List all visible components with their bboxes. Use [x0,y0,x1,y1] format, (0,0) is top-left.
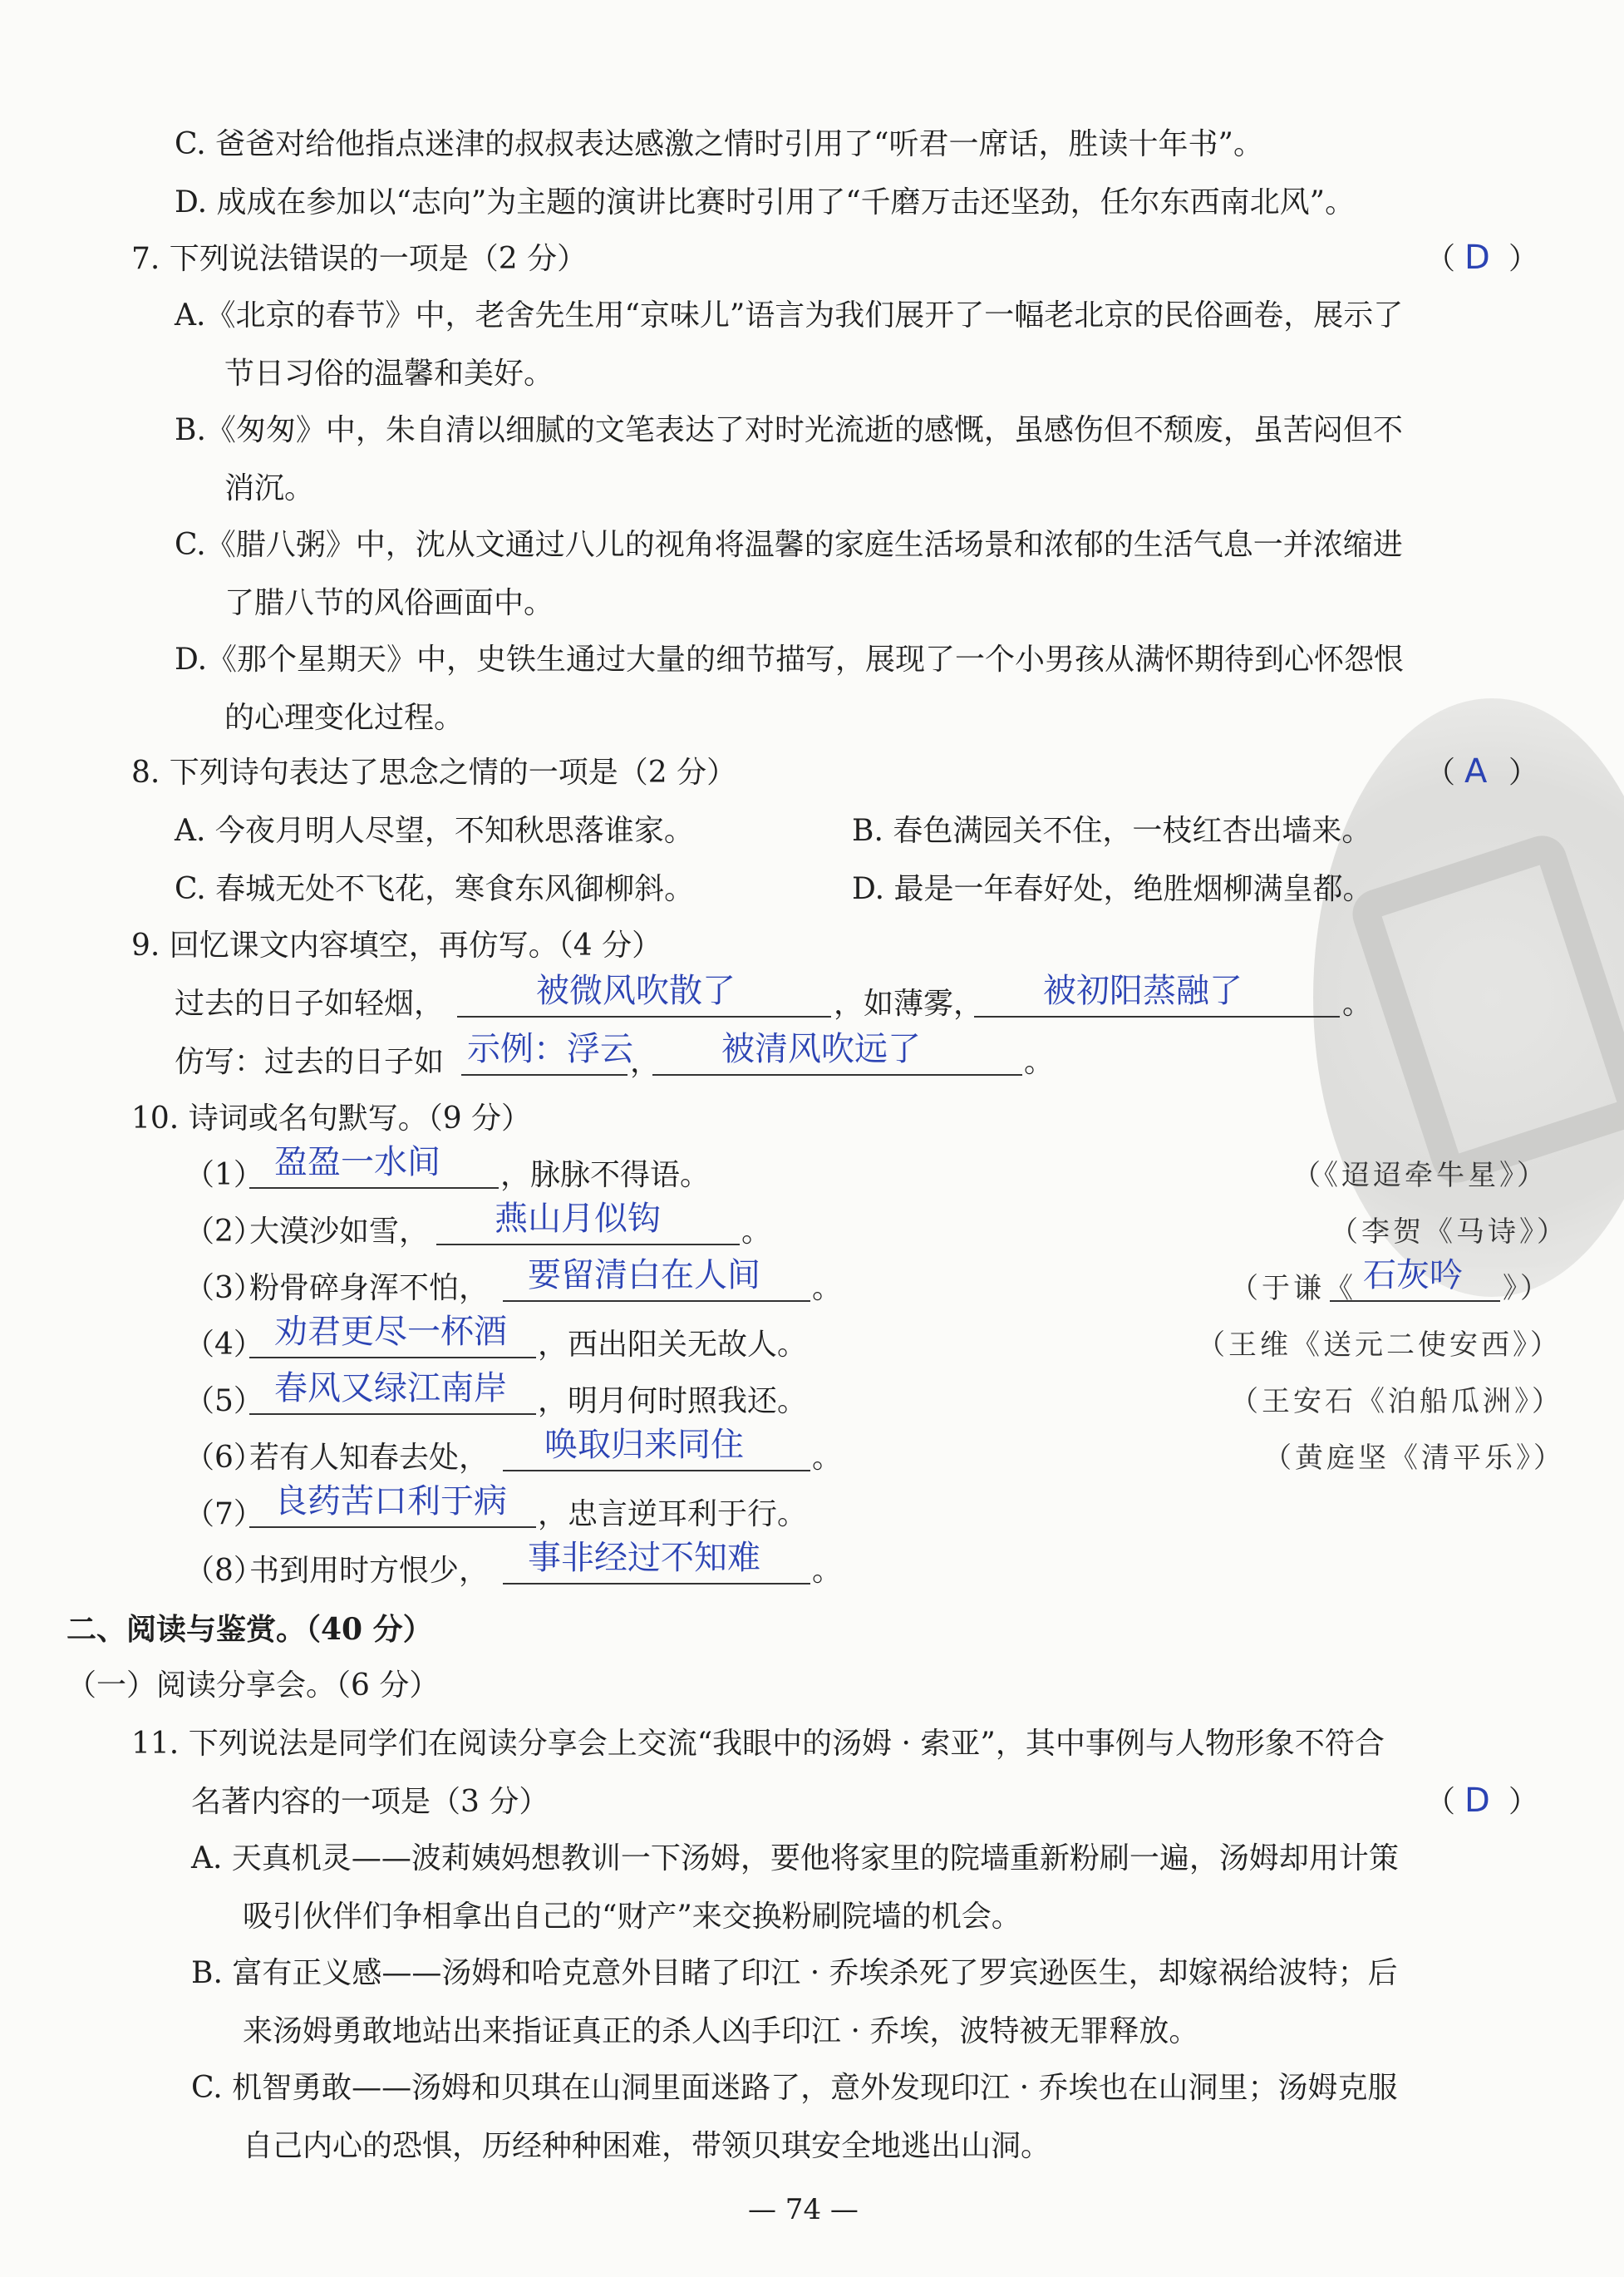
q7-option-b: B.《匆匆》中，朱自清以细腻的文笔表达了对时光流逝的感慨，虽感伤但不颓废，虽苦闷但不 [175,413,1403,447]
q10-item-3-source-blank [1330,1300,1500,1302]
q8-option-d: D. 最是一年春好处，绝胜烟柳满皇都。 [852,872,1373,906]
q8-option-a: A. 今夜月明人尽望，不知秋思落谁家。 [175,814,694,848]
q10-item-5-source: （王安石《泊船瓜洲》） [1230,1385,1563,1418]
q10-item-3-source-answer: 石灰吟 [1363,1256,1463,1294]
q10-item-2-text: 。 [741,1215,772,1249]
q9-line1-prefix: 过去的日子如轻烟， [175,987,445,1021]
q10-item-2-pre: 大漠沙如雪， [249,1215,430,1249]
q9-blank-3 [461,1074,627,1076]
q9-answer-1: 被微风吹散了 [536,972,736,1010]
q10-item-5-text: ，明月何时照我还。 [538,1384,808,1418]
q11-option-a-cont: 吸引伙伴们争相拿出自己的“财产”来交换粉刷院墙的机会。 [243,1900,1021,1934]
q7-option-b-cont: 消沉。 [224,471,315,505]
q11-stem: 11. 下列说法是同学们在阅读分享会上交流“我眼中的汤姆 · 索亚”，其中事例与人物形象不符合 [131,1727,1385,1761]
q10-item-3-num: （3） [185,1271,263,1305]
q10-item-3-source-post: 》） [1503,1272,1552,1305]
q10-item-3-source-pre: （于谦《 [1230,1272,1356,1305]
q9-blank-2 [974,1016,1340,1018]
q9-answer-2: 被初阳蒸融了 [1043,972,1243,1010]
q9-stem: 9. 回忆课文内容填空，再仿写。（4 分） [131,929,662,963]
q10-item-4-source: （王维《送元二使安西》） [1197,1328,1562,1362]
q10-item-6-blank [503,1470,810,1471]
q10-item-6-source: （黄庭坚《清平乐》） [1263,1442,1565,1475]
q10-item-2-blank [436,1244,740,1245]
q10-item-6-pre: 若有人知春去处， [249,1441,490,1475]
q10-item-8-blank [503,1583,810,1585]
q6-option-d: D. 成成在参加以“志向”为主题的演讲比赛时引用了“千磨万击还坚劲，任尔东西南北风”。 [175,185,1356,219]
q10-item-6-text: 。 [812,1441,843,1475]
q11-option-a: A. 天真机灵——波莉姨妈想教训一下汤姆，要他将家里的院墙重新粉刷一遍，汤姆却用计策 [191,1841,1399,1875]
q7-option-d: D.《那个星期天》中，史铁生通过大量的细节描写，展现了一个小男孩从满怀期待到心怀怨恨 [175,643,1405,677]
q10-item-3-answer: 要留清白在人间 [528,1256,760,1294]
q10-item-1-text: ，脉脉不得语。 [500,1158,711,1192]
q10-item-4-blank [249,1357,536,1358]
q10-item-1-source: （《迢迢牵牛星》） [1292,1159,1548,1192]
q11-option-c: C. 机智勇敢——汤姆和贝琪在山洞里面迷路了，意外发现印江 · 乔埃也在山洞里；汤姆克服 [191,2071,1398,2105]
q7-option-a-cont: 节日习俗的温馨和美好。 [224,357,554,391]
q10-item-8-text: 。 [812,1554,843,1588]
q10-item-4-num: （4） [185,1328,263,1362]
q9-line2-mid: ， [630,1045,661,1079]
q10-item-7-answer: 良药苦口利于病 [274,1482,507,1520]
q11-option-b-cont: 来汤姆勇敢地站出来指证真正的杀人凶手印江 · 乔埃，波特被无罪释放。 [243,2014,1199,2048]
q8-paren-close: ） [1508,756,1539,790]
q10-item-8-num: （8） [185,1554,263,1588]
q11-option-b: B. 富有正义感——汤姆和哈克意外目睹了印江 · 乔埃杀死了罗宾逊医生，却嫁祸给波特；后 [191,1956,1398,1990]
q10-item-4-answer: 劝君更尽一杯酒 [274,1313,507,1351]
q10-item-1-answer: 盈盈一水间 [274,1143,440,1181]
q8-paren-open: （ [1425,756,1456,790]
q11-answer: D [1464,1782,1490,1820]
q10-item-2-num: （2） [185,1215,263,1249]
q11-stem-cont: 名著内容的一项是（3 分） [191,1785,549,1819]
q11-option-c-cont: 自己内心的恐惧，历经种种困难，带领贝琪安全地逃出山洞。 [243,2129,1051,2163]
page-number: — 74 — [748,2193,859,2226]
q7-paren-close: ） [1508,242,1539,276]
q7-option-c-cont: 了腊八节的风俗画面中。 [224,586,554,620]
q8-option-c: C. 春城无处不飞花，寒食东风御柳斜。 [175,872,695,906]
q9-blank-1 [457,1016,831,1018]
q9-answer-4: 被清风吹远了 [721,1030,921,1068]
q8-answer: A [1464,752,1488,791]
section-2-subsection-1: （一）阅读分享会。（6 分） [66,1668,440,1703]
q10-item-5-num: （5） [185,1384,263,1418]
q10-item-8-answer: 事非经过不知难 [528,1539,760,1577]
q7-option-c: C.《腊八粥》中，沈从文通过八儿的视角将温馨的家庭生活场景和浓郁的生活气息一并浓缩进 [175,528,1403,562]
q11-paren-close: ） [1508,1785,1539,1819]
section-2-title: 二、阅读与鉴赏。（40 分） [66,1612,433,1647]
q10-item-1-num: （1） [185,1158,263,1192]
q9-line2-end: 。 [1024,1045,1055,1079]
q10-item-3-blank [503,1300,810,1302]
q10-item-7-text: ，忠言逆耳利于行。 [538,1497,808,1531]
q10-item-6-answer: 唤取归来同住 [544,1426,744,1464]
q10-item-6-num: （6） [185,1441,263,1475]
q7-option-a: A.《北京的春节》中，老舍先生用“京味儿”语言为我们展开了一幅老北京的民俗画卷，展示了 [175,298,1404,333]
q10-item-5-blank [249,1413,536,1415]
q9-blank-4 [652,1074,1022,1076]
q10-item-1-blank [249,1187,499,1189]
q7-answer: D [1464,239,1490,277]
q9-line1-mid: ，如薄雾， [834,987,984,1021]
q10-item-4-text: ，西出阳关无故人。 [538,1328,808,1362]
q6-option-c: C. 爸爸对给他指点迷津的叔叔表达感激之情时引用了“听君一席话，胜读十年书”。 [175,127,1263,161]
q10-stem: 10. 诗词或名句默写。（9 分） [131,1102,532,1136]
q9-answer-3: 示例：浮云 [467,1030,633,1068]
q8-stem: 8. 下列诗句表达了思念之情的一项是（2 分） [131,756,737,790]
q10-item-7-num: （7） [185,1497,263,1531]
q7-stem: 7. 下列说法错误的一项是（2 分） [131,242,588,276]
q7-paren-open: （ [1425,242,1456,276]
q9-line2-prefix: 仿写：过去的日子如 [175,1045,445,1079]
q10-item-3-pre: 粉骨碎身浑不怕， [249,1271,490,1305]
q11-paren-open: （ [1425,1785,1456,1819]
q10-item-2-source: （李贺《马诗》） [1330,1215,1568,1249]
q10-item-8-pre: 书到用时方恨少， [249,1554,490,1588]
q9-line1-end: 。 [1342,987,1373,1021]
q7-option-d-cont: 的心理变化过程。 [224,701,465,735]
q10-item-3-text: 。 [812,1271,843,1305]
q10-item-5-answer: 春风又绿江南岸 [274,1369,507,1407]
q10-item-2-answer: 燕山月似钩 [495,1200,661,1238]
q8-option-b: B. 春色满园关不住，一枝红杏出墙来。 [852,814,1372,848]
q10-item-7-blank [249,1526,536,1528]
